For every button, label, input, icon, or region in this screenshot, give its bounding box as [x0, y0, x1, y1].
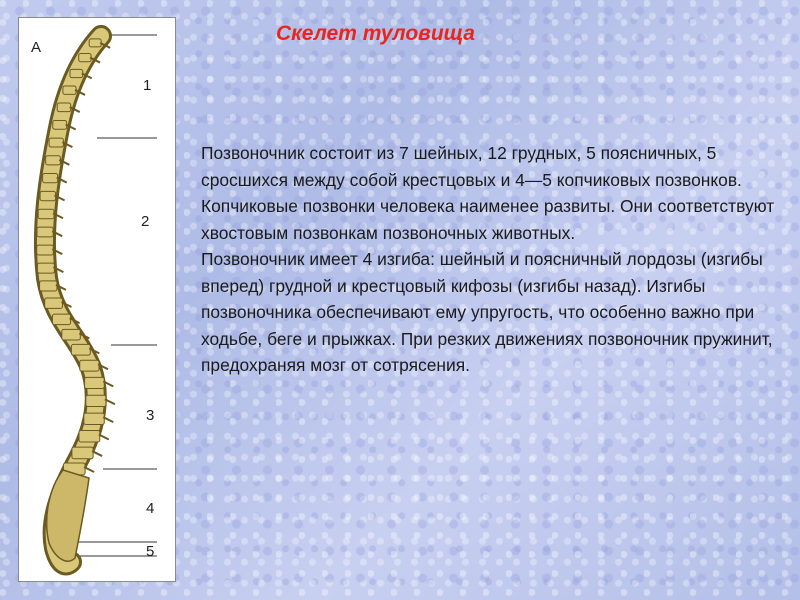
vertebra	[86, 395, 106, 406]
region-label-4: 4	[146, 500, 155, 517]
vertebra	[46, 156, 61, 165]
vertebra	[53, 121, 67, 130]
paragraph: Позвоночник состоит из 7 шейных, 12 грудных, 5 поясничных, 5 сросшихся между собой крестцовых и 4—5 копчиковых позвонков. Копчиковые позвонки человека наименее развиты. Они соответствуют хвостовым позвонкам позвоночных животных.	[201, 143, 775, 243]
vertebra	[49, 138, 63, 147]
body-text	[201, 140, 776, 379]
vertebra	[37, 245, 54, 255]
figure-letter: A	[31, 39, 42, 56]
vertebra	[38, 209, 54, 219]
vertebra	[62, 329, 81, 340]
vertebra	[70, 69, 83, 77]
vertebra	[40, 191, 55, 200]
region-label-1: 1	[143, 77, 152, 94]
vertebra	[57, 103, 71, 112]
vertebra	[71, 344, 90, 355]
vertebra	[85, 377, 105, 388]
vertebra	[84, 413, 104, 424]
region-label-3: 3	[146, 407, 155, 424]
vertebra	[79, 430, 100, 442]
paragraph: Позвоночник имеет 4 изгиба: шейный и поясничный лордозы (изгибы вперед) грудной и крестцовый кифозы (изгибы назад). Изгибы позвоночника обеспечивают ему упругость, что особенно важно при ходьбе, беге и прыжках. При резких движениях позвоночник пружинит, предохраняя мозг от сотрясения.	[201, 249, 773, 375]
vertebra	[40, 281, 57, 291]
vertebra	[72, 447, 93, 459]
vertebra	[89, 39, 101, 47]
vertebra	[37, 263, 54, 273]
vertebra	[52, 314, 70, 324]
spine-figure	[18, 17, 176, 582]
vertebra	[45, 298, 63, 308]
vertebra	[79, 54, 91, 62]
vertebra	[43, 174, 58, 183]
region-label-5: 5	[146, 543, 155, 560]
region-label-2: 2	[141, 213, 150, 230]
sacrum	[47, 470, 89, 561]
spine-illustration	[19, 18, 177, 583]
vertebra	[63, 86, 76, 94]
vertebra	[80, 360, 99, 371]
slide-title: Скелет туловища	[276, 22, 475, 45]
vertebra	[37, 227, 53, 237]
